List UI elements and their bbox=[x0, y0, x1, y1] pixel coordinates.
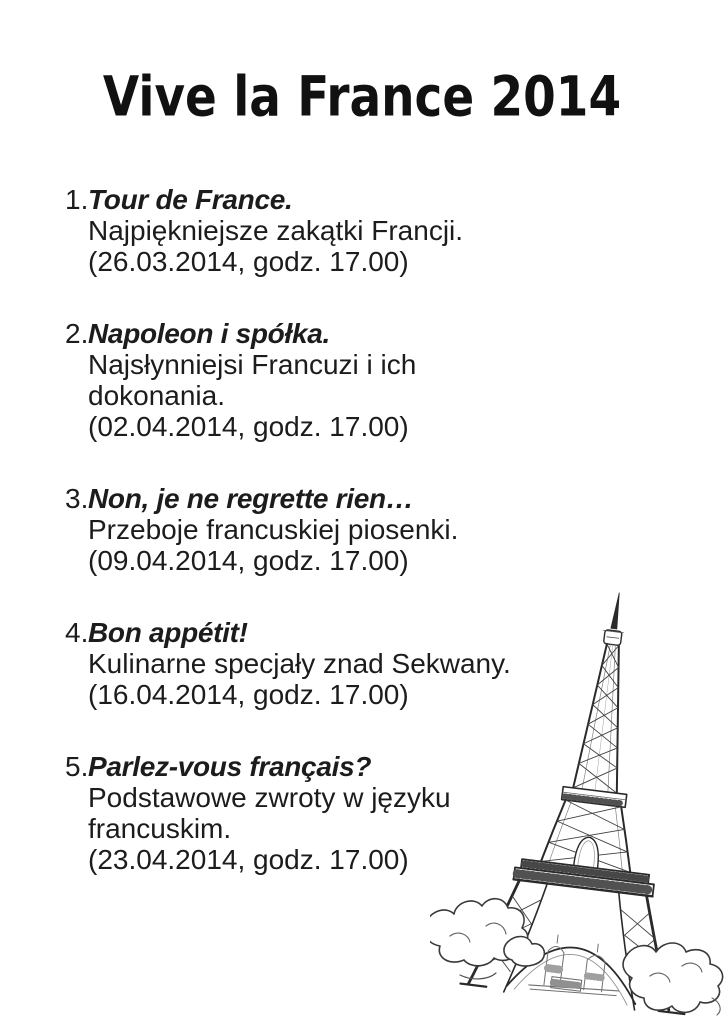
event-date: (16.04.2014, godz. 17.00) bbox=[88, 679, 409, 710]
event-title: Tour de France. bbox=[88, 184, 293, 215]
event-date: (23.04.2014, godz. 17.00) bbox=[88, 844, 409, 875]
event-title: Bon appétit! bbox=[88, 617, 248, 648]
event-number: 1. bbox=[65, 184, 89, 215]
list-item bbox=[65, 483, 535, 576]
event-description: Podstawowe zwroty w języku francuskim. bbox=[88, 782, 451, 844]
event-number: 4. bbox=[65, 617, 89, 648]
event-date: (26.03.2014, godz. 17.00) bbox=[88, 246, 409, 277]
event-date: (09.04.2014, godz. 17.00) bbox=[88, 545, 409, 576]
event-title-line bbox=[65, 483, 535, 514]
eiffel-tower-illustration bbox=[430, 584, 724, 1020]
event-title-line bbox=[65, 318, 535, 349]
list-item bbox=[65, 184, 535, 277]
event-title: Napoleon i spółka. bbox=[88, 318, 330, 349]
event-description: Kulinarne specjały znad Sekwany. bbox=[88, 648, 511, 679]
event-title-line bbox=[65, 184, 535, 215]
event-description: Najsłynniejsi Francuzi i ich dokonania. bbox=[88, 349, 417, 411]
event-number: 2. bbox=[65, 318, 89, 349]
event-description: Najpiękniejsze zakątki Francji. bbox=[88, 215, 464, 246]
event-number: 3. bbox=[65, 483, 89, 514]
event-number: 5. bbox=[65, 751, 89, 782]
event-date: (02.04.2014, godz. 17.00) bbox=[88, 411, 409, 442]
event-description: Przeboje francuskiej piosenki. bbox=[88, 514, 459, 545]
event-title: Non, je ne regrette rien… bbox=[88, 483, 414, 514]
page-title: Vive la France 2014 bbox=[102, 65, 622, 130]
event-title: Parlez-vous français? bbox=[88, 751, 372, 782]
list-item bbox=[65, 318, 535, 442]
eiffel-tower-sketch-icon bbox=[430, 584, 724, 1020]
